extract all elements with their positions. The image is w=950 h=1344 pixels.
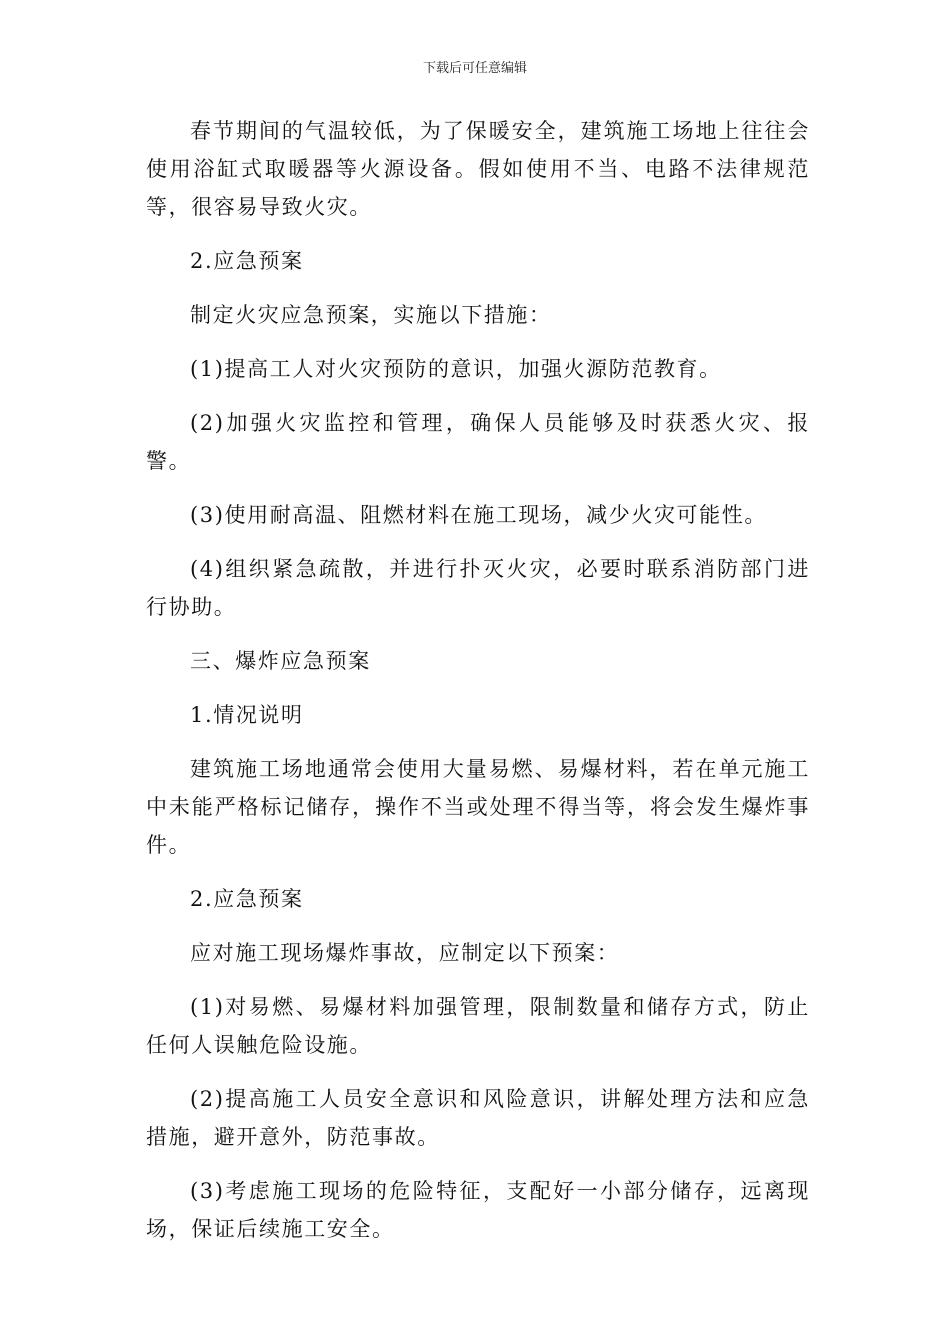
explosion-measure-3: (3)考虑施工现场的危险特征，支配好一小部分储存，远离现场，保证后续施工安全。 — [146, 1179, 810, 1241]
section-heading-explosion: 三、爆炸应急预案 — [190, 649, 371, 673]
fire-measure-2: (2)加强火灾监控和管理，确保人员能够及时获悉火灾、报警。 — [146, 411, 810, 473]
fire-measure-1: (1)提高工人对火灾预防的意识，加强火源防范教育。 — [190, 357, 722, 381]
paragraph-fire-situation: 春节期间的气温较低，为了保暖安全，建筑施工场地上往往会使用浴缸式取暖器等火源设备。假如使用不当、电路不法律规范等，很容易导致火灾。 — [146, 119, 810, 219]
heading-explosion-situation: 1.情况说明 — [190, 703, 304, 727]
page-header-note: 下载后可任意编辑 — [422, 61, 527, 76]
explosion-measure-1: (1)对易燃、易爆材料加强管理，限制数量和储存方式，防止任何人误触危险设施。 — [146, 995, 810, 1057]
explosion-measure-2: (2)提高施工人员安全意识和风险意识，讲解处理方法和应急措施，避开意外，防范事故。 — [146, 1087, 810, 1149]
document-body — [146, 112, 810, 1248]
heading-explosion-emergency-plan: 2.应急预案 — [190, 887, 304, 911]
paragraph-fire-measures-intro: 制定火灾应急预案，实施以下措施： — [190, 303, 552, 327]
heading-fire-emergency-plan: 2.应急预案 — [190, 249, 304, 273]
paragraph-explosion-measures-intro: 应对施工现场爆炸事故，应制定以下预案： — [190, 941, 620, 965]
paragraph-explosion-situation: 建筑施工场地通常会使用大量易燃、易爆材料，若在单元施工中未能严格标记储存，操作不当或处理不得当等，将会发生爆炸事件。 — [146, 757, 810, 857]
fire-measure-3: (3)使用耐高温、阻燃材料在施工现场，减少火灾可能性。 — [190, 503, 767, 527]
fire-measure-4: (4)组织紧急疏散，并进行扑灭火灾，必要时联系消防部门进行协助。 — [146, 557, 810, 619]
